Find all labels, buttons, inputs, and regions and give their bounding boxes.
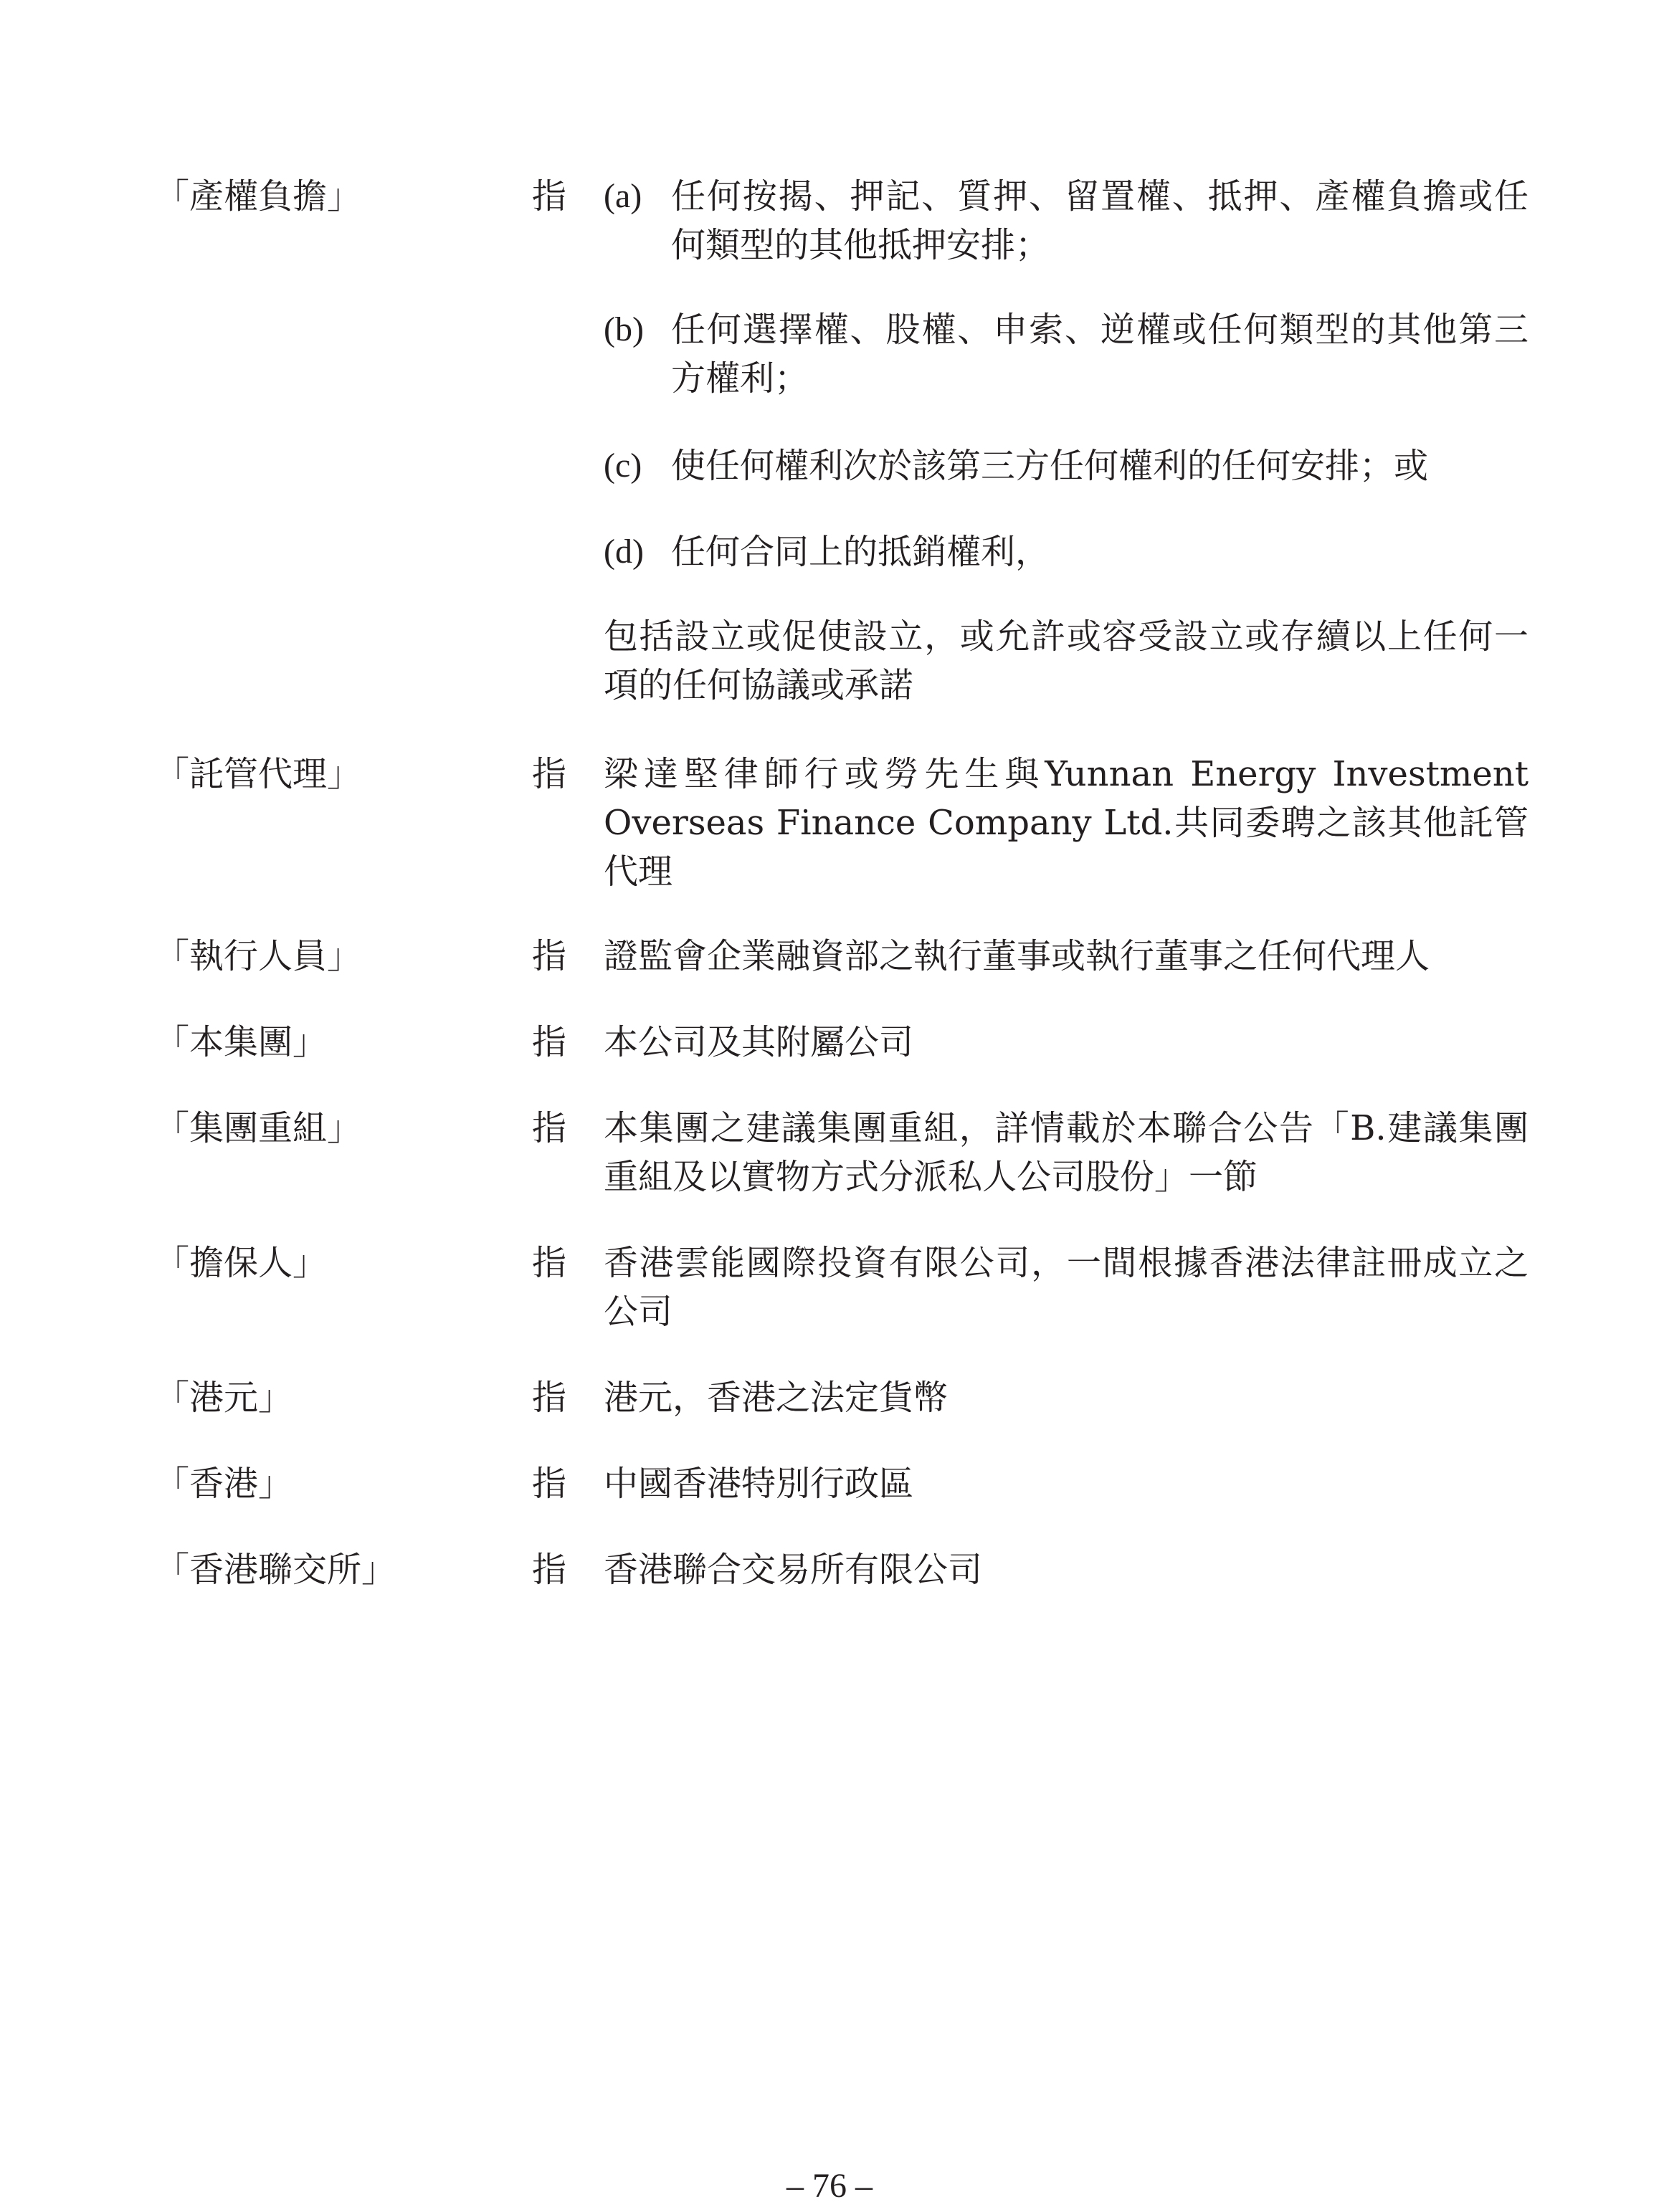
means-label: 指 [532, 1378, 567, 1418]
definition-text: 香港雲能國際投資有限公司，一間根據香港法律註冊成立之公司 [604, 1243, 1529, 1332]
definition-term: 「託管代理」 [155, 754, 362, 794]
definition-text: 中國香港特別行政區 [604, 1464, 914, 1504]
definition-text: 港元，香港之法定貨幣 [604, 1378, 949, 1418]
definition-text: 本集團之建議集團重組，詳情載於本聯合公告「B.建議集團重組及以實物方式分派私人公司股份」一節 [604, 1108, 1529, 1197]
definition-term: 「香港聯交所」 [155, 1550, 396, 1590]
sub-item-text: 使任何權利次於該第三方任何權利的任何安排；或 [671, 446, 1429, 486]
means-label: 指 [532, 754, 567, 794]
means-label: 指 [532, 1464, 567, 1504]
sub-item-label: (d) [604, 533, 644, 571]
definition-text: 本公司及其附屬公司 [604, 1022, 914, 1062]
sub-item-text: 任何合同上的抵銷權利， [671, 532, 1050, 572]
sub-item-text: 任何按揭、押記、質押、留置權、抵押、產權負擔或任何類型的其他抵押安排； [671, 176, 1529, 265]
definition-term: 「擔保人」 [155, 1243, 328, 1283]
definition-term: 「執行人員」 [155, 936, 362, 976]
page-number: – 76 – [786, 2167, 873, 2205]
definition-term: 「集團重組」 [155, 1108, 362, 1148]
means-label: 指 [532, 1108, 567, 1148]
sub-item-label: (c) [604, 447, 642, 485]
sub-item-label: (b) [604, 310, 644, 348]
means-label: 指 [532, 1022, 567, 1062]
sub-item-label: (a) [604, 177, 642, 215]
definition-text: 香港聯合交易所有限公司 [604, 1550, 983, 1590]
definition-text: 梁達堅律師行或勞先生與Yunnan Energy Investment Overseas Finance Company Ltd.共同委聘之該其他託管代理 [604, 754, 1529, 892]
sub-item-text: 任何選擇權、股權、申索、逆權或任何類型的其他第三方權利； [671, 310, 1529, 399]
definition-term: 「香港」 [155, 1464, 293, 1504]
means-label: 指 [532, 1243, 567, 1283]
definition-term: 「產權負擔」 [155, 176, 362, 216]
definition-closing-text: 包括設立或促使設立，或允許或容受設立或存續以上任何一項的任何協議或承諾 [604, 616, 1529, 705]
definition-term: 「本集團」 [155, 1022, 328, 1062]
definition-text: 證監會企業融資部之執行董事或執行董事之任何代理人 [604, 936, 1430, 976]
means-label: 指 [532, 1550, 567, 1590]
means-label: 指 [532, 936, 567, 976]
means-label: 指 [532, 176, 567, 216]
definition-term: 「港元」 [155, 1378, 293, 1418]
